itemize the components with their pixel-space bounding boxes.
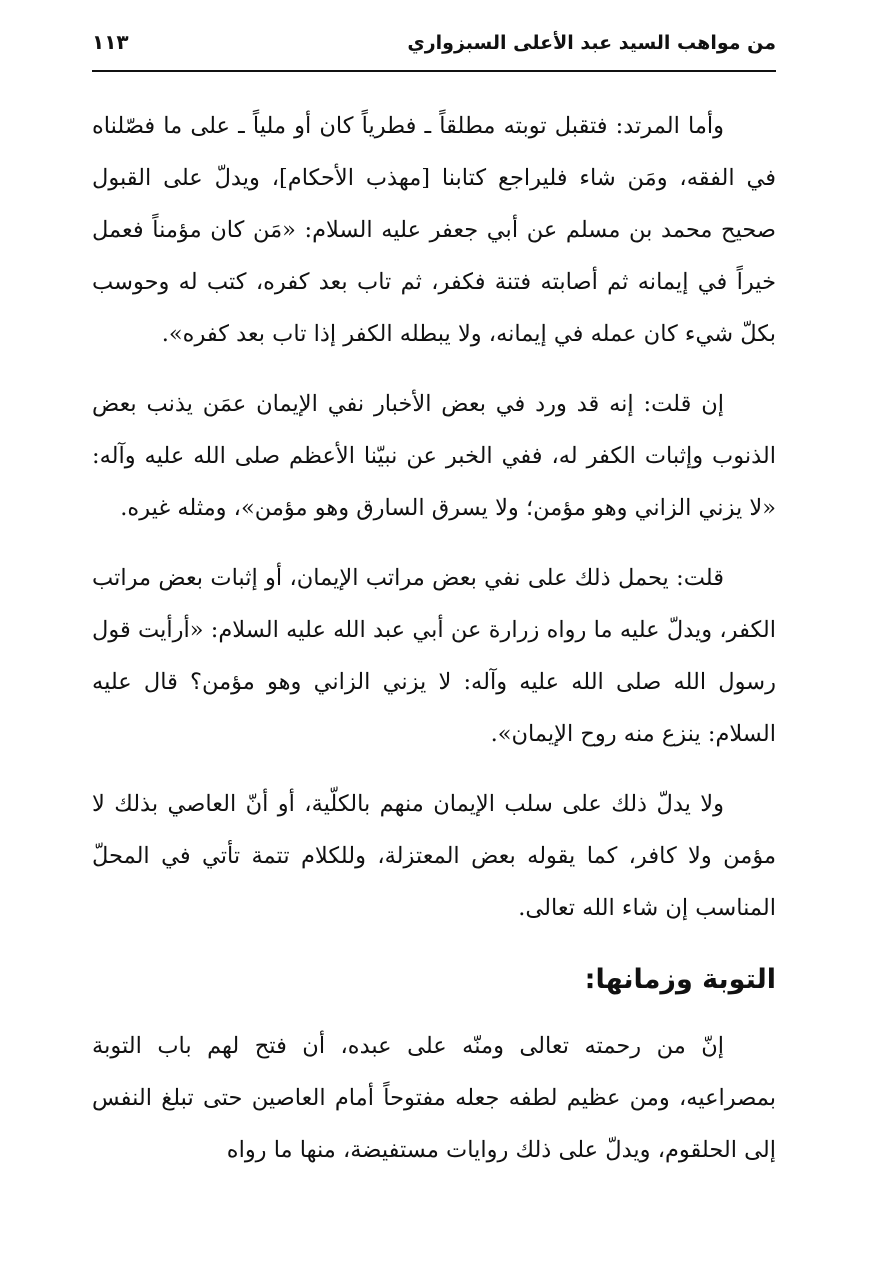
- paragraph-conclusion: ولا يدلّ ذلك على سلب الإيمان منهم بالكلّية، أو أنّ العاصي بذلك لا مؤمن ولا كافر، كما يقوله بعض المعتزلة، وللكلام تتمة تأتي في المحلّ المناسب إن شاء الله تعالى.: [92, 791, 776, 921]
- page-body: [92, 100, 776, 1194]
- running-title: من مواهب السيد عبد الأعلى السبزواري: [407, 32, 776, 54]
- paragraph-objection: إن قلت: إنه قد ورد في بعض الأخبار نفي الإيمان عمَن يذنب بعض الذنوب وإثبات الكفر له، ففي الخبر عن نبيّنا الأعظم صلى الله عليه وآله: «لا يزني الزاني وهو مؤمن؛ ولا يسرق السارق وهو مؤمن»، ومثله غيره.: [92, 391, 776, 521]
- page-header: [92, 26, 776, 72]
- paragraph-reply: قلت: يحمل ذلك على نفي بعض مراتب الإيمان، أو إثبات بعض مراتب الكفر، ويدلّ عليه ما رواه زرارة عن أبي عبد الله عليه السلام: «أرأيت قول رسول الله صلى الله عليه وآله: لا يزني الزاني وهو مؤمن؟ قال عليه السلام: ينزع منه روح الإيمان».: [92, 565, 776, 747]
- section-heading: التوبة وزمانها:: [584, 964, 776, 995]
- paragraph-apostate-repentance: وأما المرتد: فتقبل توبته مطلقاً ـ فطرياً كان أو ملياً ـ على ما فصّلناه في الفقه، ومَن شاء فليراجع كتابنا [مهذب الأحكام]، ويدلّ على القبول صحيح محمد بن مسلم عن أبي جعفر عليه السلام: «مَن كان مؤمناً فعمل خيراً في إيمانه ثم أصابته فتنة فكفر، ثم تاب بعد كفره، كتب له وحوسب بكلّ شيء كان عمله في إيمانه، ولا يبطله الكفر إذا تاب بعد كفره».: [92, 113, 776, 347]
- page-number: ١١٣: [92, 30, 129, 54]
- section-paragraph: إنّ من رحمته تعالى ومنّه على عبده، أن فتح لهم باب التوبة بمصراعيه، ومن عظيم لطفه جعله مفتوحاً أمام العاصين حتى تبلغ النفس إلى الحلقوم، ويدلّ على ذلك روايات مستفيضة، منها ما رواه: [92, 1033, 776, 1163]
